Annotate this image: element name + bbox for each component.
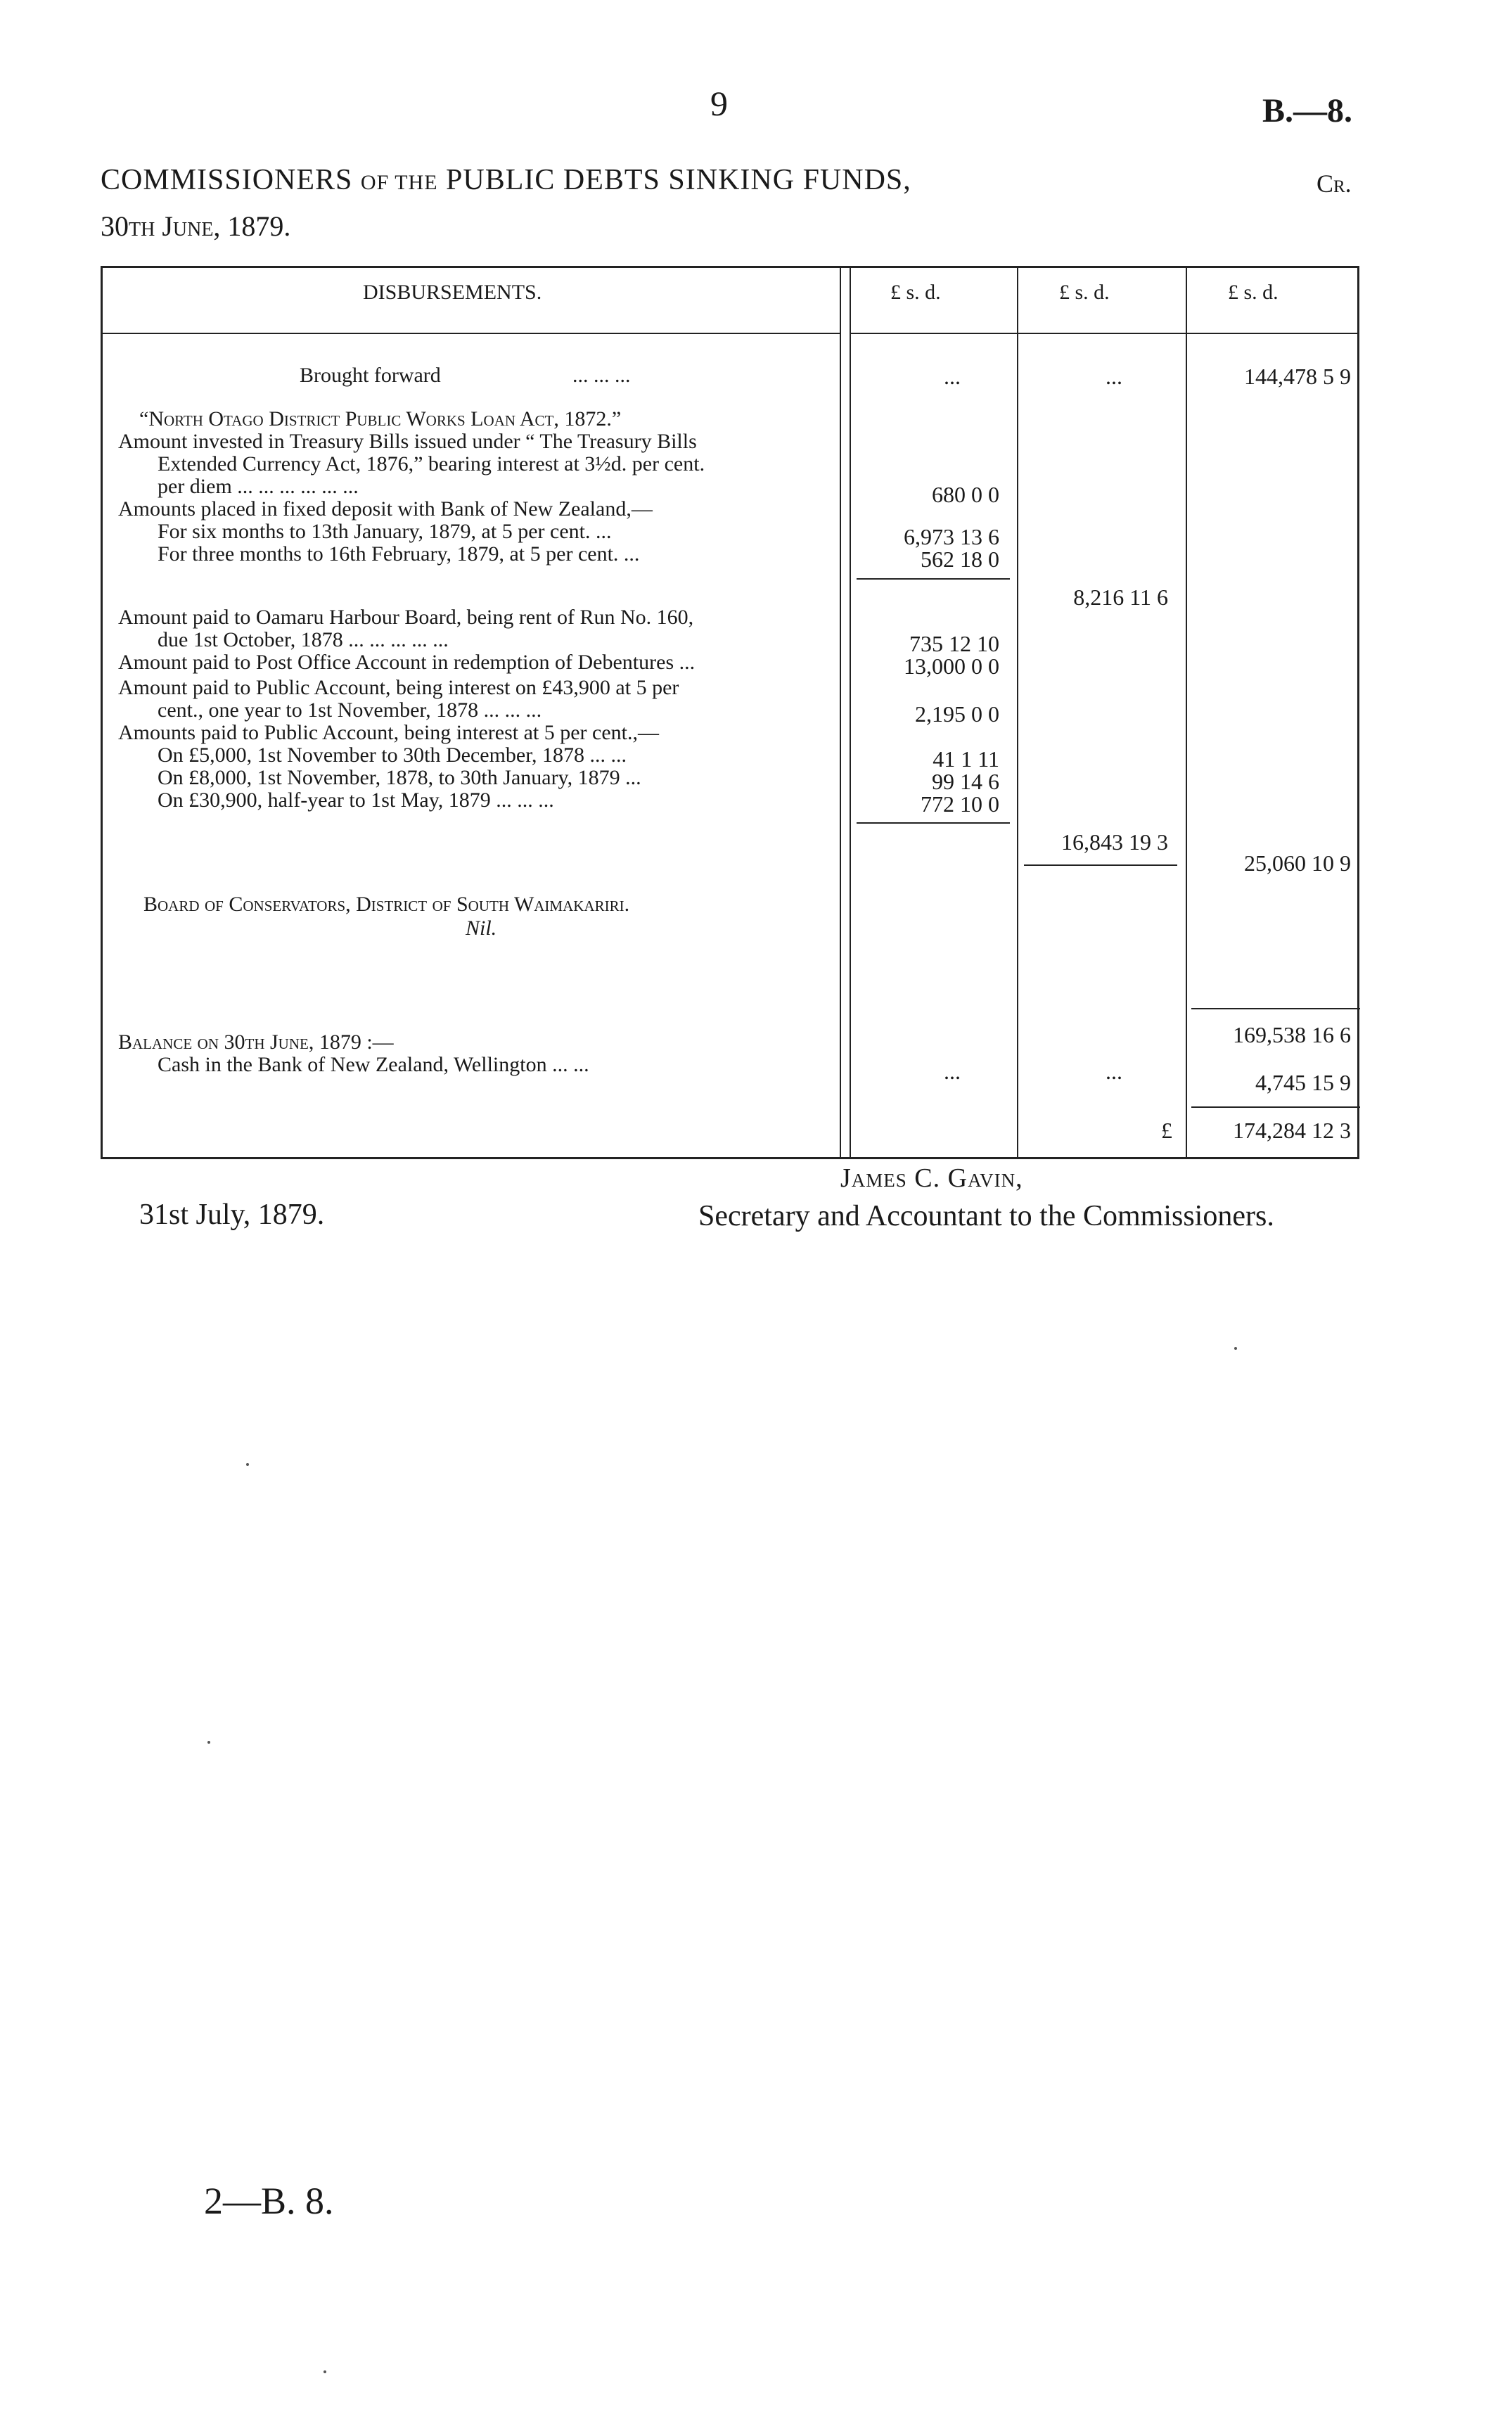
column-rule bbox=[840, 268, 841, 1157]
board-heading: Board of Conservators, District of South Waimakariri. bbox=[143, 893, 630, 916]
brought-forward-label: Brought forward bbox=[300, 364, 441, 387]
interest-5000-line: On £5,000, 1st November to 30th December, 1878 ... ... bbox=[158, 743, 627, 767]
signatory-title: Secretary and Accountant to the Commissioners. bbox=[698, 1200, 1274, 1232]
column-header-1: £ s. d. bbox=[890, 281, 941, 304]
post-office-line: Amount paid to Post Office Account in redemption of Debentures ... bbox=[118, 651, 696, 674]
brought-forward-total: 144,478 5 9 bbox=[1244, 364, 1351, 389]
paper-speck bbox=[207, 1741, 210, 1744]
balance-heading: Balance on 30th June, 1879 :— bbox=[118, 1030, 394, 1054]
cash-amount: 4,745 15 9 bbox=[1255, 1070, 1351, 1095]
paper-speck bbox=[246, 1463, 249, 1466]
interest-heading: Amounts paid to Public Account, being interest at 5 per cent.,— bbox=[118, 721, 660, 744]
deposit-six-months: For six months to 13th January, 1879, at 5 per cent. ... bbox=[158, 520, 612, 543]
interest-30900-line: On £30,900, half-year to 1st May, 1879 ... ... ... bbox=[158, 789, 554, 812]
column-rule bbox=[1186, 268, 1187, 1157]
deposit-heading: Amounts placed in fixed deposit with Bank of New Zealand,— bbox=[118, 497, 653, 521]
sum-rule bbox=[857, 822, 1010, 824]
document-reference: B.—8. bbox=[1262, 92, 1353, 129]
oamaru-line-2: due 1st October, 1878 ... ... ... ... ... bbox=[158, 628, 449, 651]
table-heading: DISBURSEMENTS. bbox=[363, 281, 542, 304]
sum-rule bbox=[1191, 1008, 1360, 1009]
sheet-signature-mark: 2—B. 8. bbox=[204, 2180, 334, 2222]
pound-sign: £ bbox=[1161, 1118, 1172, 1143]
oamaru-line-1: Amount paid to Oamaru Harbour Board, being rent of Run No. 160, bbox=[118, 606, 694, 629]
cash-col1: ... bbox=[944, 1059, 961, 1084]
subtotal-north-otago-1: 8,216 11 6 bbox=[1073, 585, 1168, 610]
act-heading: “North Otago District Public Works Loan Act, 1872.” bbox=[139, 407, 622, 430]
header-rule bbox=[850, 333, 1359, 334]
subtotal-north-otago-total: 25,060 10 9 bbox=[1244, 850, 1351, 876]
deposit-six-amount: 6,973 13 6 bbox=[904, 524, 999, 549]
title-of-the: OF THE bbox=[360, 171, 438, 194]
signatory-name: James C. Gavin, bbox=[840, 1163, 1023, 1193]
nil-entry: Nil. bbox=[466, 917, 497, 940]
title-part-1: COMMISSIONERS bbox=[101, 164, 361, 196]
sum-rule bbox=[1024, 864, 1177, 866]
interest-5000-amount: 41 1 11 bbox=[933, 746, 999, 772]
column-header-2: £ s. d. bbox=[1059, 281, 1110, 304]
deposit-three-amount: 562 18 0 bbox=[921, 547, 999, 572]
column-header-3: £ s. d. bbox=[1228, 281, 1279, 304]
cash-col2: ... bbox=[1106, 1059, 1122, 1084]
disbursements-table bbox=[101, 266, 1359, 1159]
grand-total: 174,284 12 3 bbox=[1233, 1118, 1351, 1143]
public-account-line-2: cent., one year to 1st November, 1878 ... ... ... bbox=[158, 698, 542, 722]
subtotal-north-otago-2: 16,843 19 3 bbox=[1061, 829, 1168, 855]
sum-rule bbox=[857, 578, 1010, 580]
page-title bbox=[101, 163, 911, 197]
column-rule bbox=[1017, 268, 1018, 1157]
sum-rule bbox=[1191, 1106, 1360, 1108]
treasury-line-2: Extended Currency Act, 1876,” bearing interest at 3½d. per cent. bbox=[158, 452, 705, 475]
page-number: 9 bbox=[710, 84, 728, 123]
credit-marker: Cr. bbox=[1316, 170, 1352, 198]
interest-8000-amount: 99 14 6 bbox=[932, 769, 999, 794]
paper-speck bbox=[1234, 1347, 1237, 1350]
paper-speck bbox=[323, 2370, 326, 2373]
signature-date: 31st July, 1879. bbox=[139, 1199, 325, 1231]
post-office-amount: 13,000 0 0 bbox=[904, 653, 999, 679]
leader-dots: ... ... ... bbox=[572, 364, 631, 387]
header-rule bbox=[103, 333, 840, 334]
interest-8000-line: On £8,000, 1st November, 1878, to 30th January, 1879 ... bbox=[158, 766, 641, 789]
oamaru-amount: 735 12 10 bbox=[909, 631, 999, 656]
interest-30900-amount: 772 10 0 bbox=[921, 791, 999, 817]
subtotal-balance: 169,538 16 6 bbox=[1233, 1022, 1351, 1047]
cash-in-bank-line: Cash in the Bank of New Zealand, Wellington ... ... bbox=[158, 1053, 589, 1076]
treasury-line-1: Amount invested in Treasury Bills issued under “ The Treasury Bills bbox=[118, 430, 697, 453]
public-account-line-1: Amount paid to Public Account, being interest on £43,900 at 5 per bbox=[118, 676, 679, 699]
brought-forward-col2: ... bbox=[1106, 364, 1122, 389]
deposit-three-months: For three months to 16th February, 1879, at 5 per cent. ... bbox=[158, 542, 640, 566]
brought-forward-col1: ... bbox=[944, 364, 961, 389]
public-account-amount: 2,195 0 0 bbox=[915, 701, 999, 727]
treasury-line-3: per diem ... ... ... ... ... ... bbox=[158, 475, 359, 498]
treasury-amount: 680 0 0 bbox=[932, 482, 999, 507]
title-part-2: PUBLIC DEBTS SINKING FUNDS, bbox=[437, 164, 911, 196]
statement-date: 30th June, 1879. bbox=[101, 210, 291, 242]
